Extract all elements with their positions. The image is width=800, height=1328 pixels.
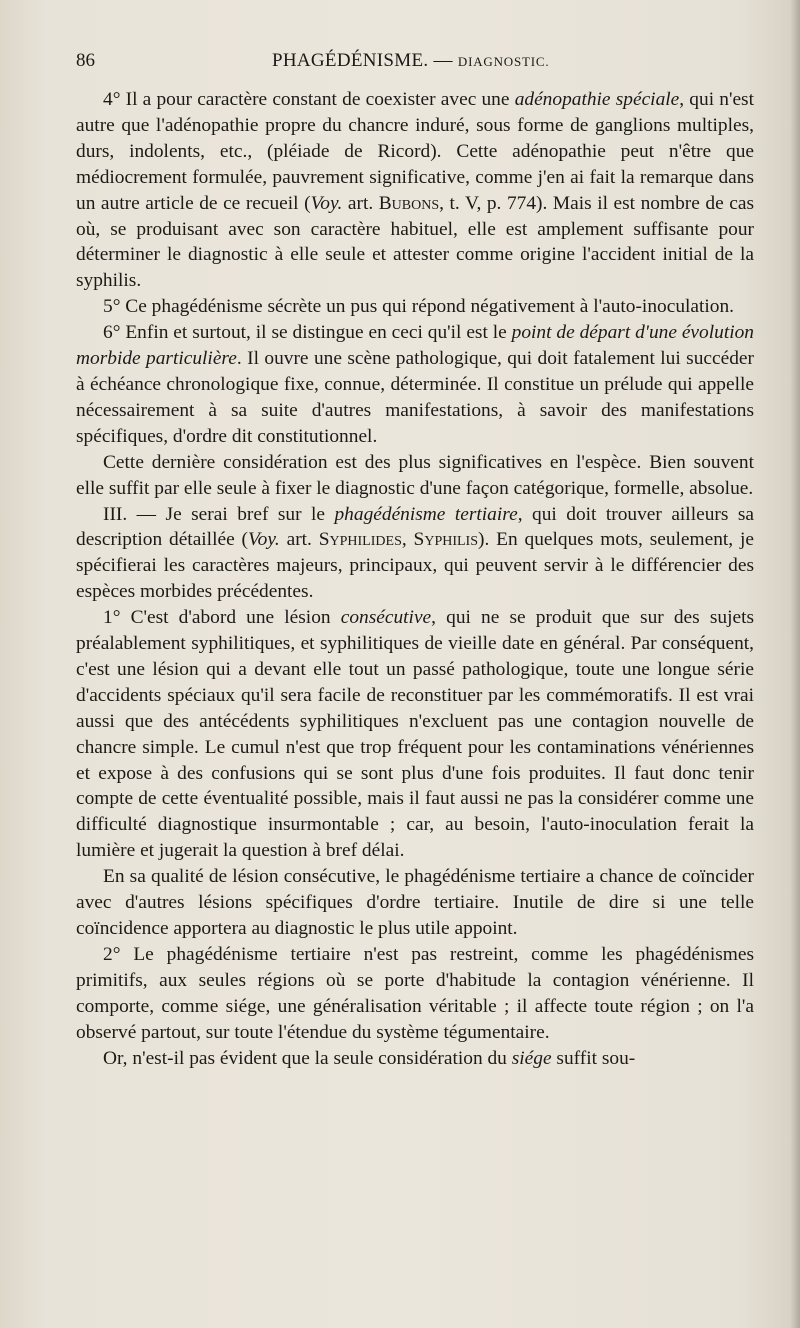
small-caps-text: Bubons xyxy=(378,192,440,214)
text-run: , t. V, p. 774). Mais il est nombre de cas où, se produisant avec son caractère habituel, elle est amplement suffisante pour déterminer le diagnostic à elle seule et attester comme origine l'accident initial de la syphilis. xyxy=(76,192,754,292)
text-run: art. xyxy=(279,529,319,551)
text-run: , qui n'est autre que l'adénopathie propre du chancre induré, sous forme de ganglions multiples, durs, indolents, etc., (pléiade de Ricord). Cette adénopathie peut n'être que médiocrement formulée, pauvrement significative, comme j'en ai fait la remarque dans un autre article de ce recueil ( xyxy=(76,89,754,214)
text-run: 6° Enfin et surtout, il se distingue en ceci qu'il est le xyxy=(103,322,512,344)
text-run: , qui ne se produit que sur des sujets préalablement syphilitiques, et syphilitiques de vieille date en général. Par conséquent, c'est une lésion qui a devant elle tout un passé pathologique, toute une longue série d'accidents spéciaux qu'il sera facile de reconstituer par les commémoratifs. Il est vrai aussi que des antécédents syphilitiques n'excluent pas une contagion nouvelle de chancre simple. Le cumul n'est que trop fréquent pour les contaminations vénériennes et expose à des confusions qui se sont plus d'une fois produites. Il faut donc tenir compte de cette éventualité possible, mais il faut aussi ne pas la considérer comme une difficulté diagnostique insurmontable ; car, au besoin, l'auto-inoculation ferait la lumière et jugerait la question à bref délai. xyxy=(76,607,754,862)
paragraph-generalisation xyxy=(76,942,754,1046)
small-caps-text: Syphilides xyxy=(318,529,402,551)
italic-text: phagédénisme tertiaire xyxy=(334,503,518,525)
italic-text: Voy. xyxy=(247,529,280,551)
running-title xyxy=(272,50,549,72)
page-number: 86 xyxy=(76,50,95,71)
small-caps-text: Syphilis xyxy=(413,529,478,551)
running-title-separator: — xyxy=(433,50,453,71)
text-run: Cette dernière considération est des plus significatives en l'espèce. Bien souvent elle suffit par elle seule à fixer le diagnostic d'une façon catégorique, formelle, absolue. xyxy=(76,451,754,499)
paragraph-phagedenisme-tertiaire xyxy=(76,502,754,606)
text-run: 4° Il a pour caractère constant de coexister avec une xyxy=(103,89,515,110)
text-run: . Il ouvre une scène pathologique, qui doit fatalement lui succéder à échéance chronologique fixe, connue, déterminée. Il constitue un prélude qui appelle nécessairement à sa suite d'autres manifestations, à savoir des manifestations spécifiques, d'ordre dit constitutionnel. xyxy=(76,348,754,447)
paragraph-consideration xyxy=(76,450,754,502)
text-run: En sa qualité de lésion consécutive, le phagédénisme tertiaire a chance de coïncider avec d'autres lésions spécifiques d'ordre tertiaire. Inutile de dire si une telle coïncidence apportera au diagnostic le plus utile appoint. xyxy=(76,866,754,939)
paragraph-adenopathie xyxy=(76,87,754,294)
paragraph-auto-inoculation xyxy=(76,294,754,320)
text-run: art. xyxy=(342,192,379,214)
paragraph-evolution-morbide xyxy=(76,320,754,450)
body-text xyxy=(76,87,754,1071)
text-run: III. — Je serai bref sur le xyxy=(103,503,335,525)
text-run: suffit sou- xyxy=(551,1047,636,1069)
text-run: 5° Ce phagédénisme sécrète un pus qui répond négativement à l'auto-inoculation. xyxy=(103,296,735,318)
running-header xyxy=(76,50,756,80)
paragraph-siege xyxy=(76,1046,754,1072)
italic-text: point de départ d'une évolution morbide particulière xyxy=(76,322,754,370)
text-run: ). En quelques mots, seulement, je spécifierai les caractères majeurs, principaux, qui peuvent servir à le différencier des espèces morbides précédentes. xyxy=(76,529,754,603)
page-gutter-shadow xyxy=(790,0,800,1328)
text-run: Or, n'est-il pas évident que la seule considération du xyxy=(103,1047,512,1069)
italic-text: Voy. xyxy=(310,192,343,214)
italic-text: adénopathie spéciale xyxy=(514,89,680,110)
paragraph-coincidence xyxy=(76,864,754,942)
italic-text: consécutive xyxy=(340,607,432,629)
italic-text: siége xyxy=(511,1047,552,1069)
running-title-section: DIAGNOSTIC. xyxy=(457,54,550,69)
paragraph-lesion-consecutive xyxy=(76,605,754,864)
text-run: , qui doit trouver ailleurs sa description détaillée ( xyxy=(76,503,754,551)
text-run: 1° C'est d'abord une lésion xyxy=(103,607,341,629)
text-run: 2° Le phagédénisme tertiaire n'est pas restreint, comme les phagédénismes primitifs, aux seules régions où se porte d'habitude la contagion vénérienne. Il comporte, comme siége, une généralisation véritable ; il affecte toute région ; on l'a observé partout, sur toute l'étendue du système tégumentaire. xyxy=(76,943,754,1043)
text-run: , xyxy=(401,529,414,551)
running-title-main: PHAGÉDÉNISME. xyxy=(272,50,429,71)
